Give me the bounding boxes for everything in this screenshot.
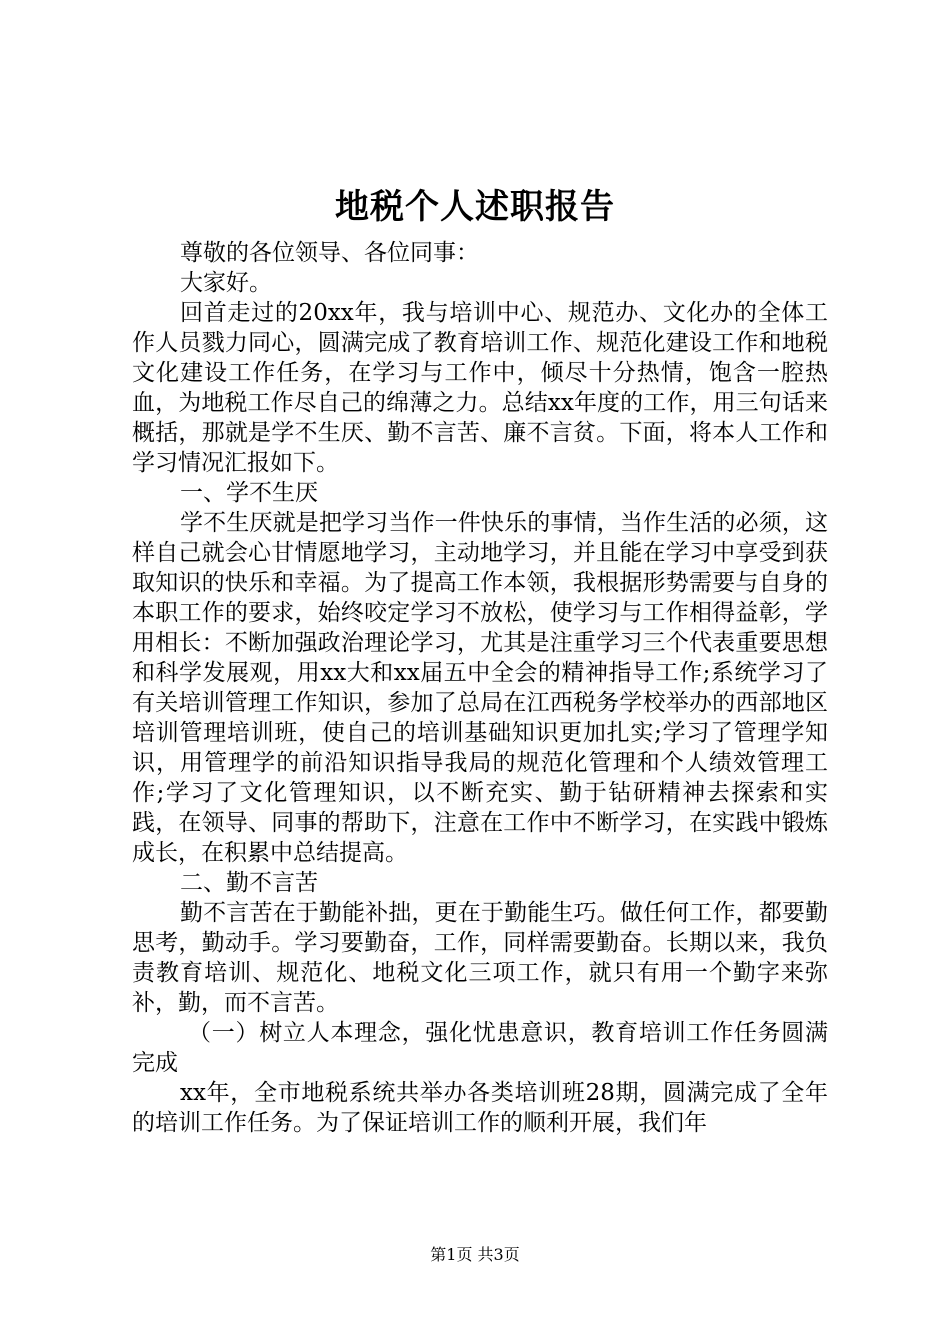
greeting: 大家好。 (180, 270, 272, 296)
document-title: 地税个人述职报告 (335, 187, 615, 227)
section-heading-1: 一、学不生厌 (180, 480, 318, 506)
intro-paragraph: 回首走过的20xx年，我与培训中心、规范办、文化办的全体工作人员戮力同心，圆满完成了教育培训工作、规范化建设工作和地税文化建设工作任务，在学习与工作中，倾尽十分热情，饱含一腔热血，为地税工作尽自己的绵薄之力。总结xx年度的工作，用三句话来概括，那就是学不生厌、勤不言苦、廉不言贫。下面，将本人工作和学习情况汇报如下。 (132, 300, 828, 476)
document-body (132, 238, 828, 1138)
section-1-paragraph: 学不生厌就是把学习当作一件快乐的事情，当作生活的必须，这样自己就会心甘情愿地学习，主动地学习，并且能在学习中享受到获取知识的快乐和幸福。为了提高工作本领，我根据形势需要与自身的本职工作的要求，始终咬定学习不放松，使学习与工作相得益彰，学用相长：不断加强政治理论学习，尤其是注重学习三个代表重要思想和科学发展观，用xx大和xx届五中全会的精神指导工作;系统学习了有关培训管理工作知识，参加了总局在江西税务学校举办的西部地区培训管理培训班，使自己的培训基础知识更加扎实;学习了管理学知识，用管理学的前沿知识指导我局的规范化管理和个人绩效管理工作;学习了文化管理知识，以不断充实、勤于钻研精神去探索和实践，在领导、同事的帮助下，注意在工作中不断学习，在实践中锻炼成长，在积累中总结提高。 (132, 510, 828, 866)
salutation: 尊敬的各位领导、各位同事： (180, 240, 479, 266)
subsection-heading-1: （一）树立人本理念，强化忧患意识，教育培训工作任务圆满完成 (132, 1020, 828, 1076)
subsection-1-paragraph: xx年，全市地税系统共举办各类培训班28期，圆满完成了全年的培训工作任务。为了保证培训工作的顺利开展，我们年 (132, 1080, 828, 1136)
page-footer: 第1页 共3页 (430, 1245, 520, 1264)
section-2-paragraph: 勤不言苦在于勤能补拙，更在于勤能生巧。做任何工作，都要勤思考，勤动手。学习要勤奋，工作，同样需要勤奋。长期以来，我负责教育培训、规范化、地税文化三项工作，就只有用一个勤字来弥补，勤，而不言苦。 (132, 900, 828, 1016)
section-heading-2: 二、勤不言苦 (180, 870, 318, 896)
